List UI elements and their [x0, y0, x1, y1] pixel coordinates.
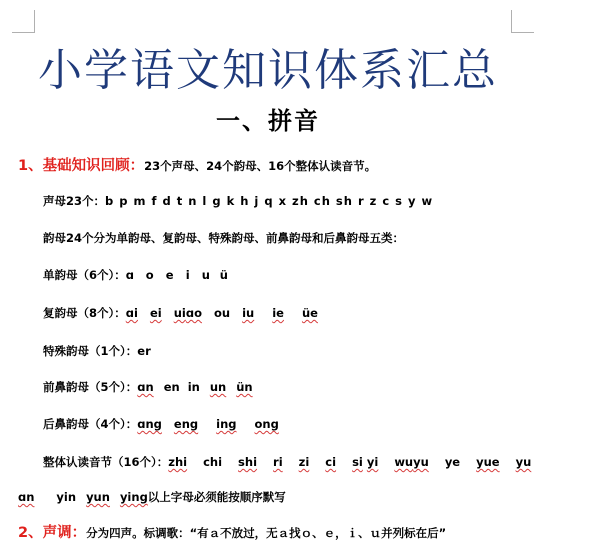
- fuyunmu-line: [43, 305, 318, 321]
- fuyunmu-item: ei: [149, 306, 162, 320]
- shengmu-label: 声母23个：: [43, 194, 106, 208]
- qianbi-line: [43, 379, 253, 395]
- item2-text: 分为四声。标调歌：“有ａ不放过，无ａ找ｏ、ｅ，ｉ、ｕ并列标在后”: [86, 526, 447, 540]
- yunmu-intro: 韵母24个分为单韵母、复韵母、特殊韵母、前鼻韵母和后鼻韵母五类：: [43, 231, 404, 245]
- zhengti-item: ɑn: [18, 490, 35, 504]
- houbi-label: 后鼻韵母（4个）：: [43, 417, 138, 431]
- shengmu-line: [43, 193, 433, 209]
- crop-mark-top-left: [12, 10, 35, 33]
- qianbi-item: in: [187, 380, 200, 394]
- teshu-line: [43, 343, 151, 359]
- zhengti-item: chi: [203, 455, 223, 469]
- qianbi-item: un: [209, 380, 227, 394]
- zhengti-item: ying: [119, 490, 148, 504]
- fuyunmu-item: ou: [213, 306, 231, 320]
- zhengti-item: yi: [366, 455, 379, 469]
- item1-heading: 基础知识回顾：: [42, 158, 145, 174]
- zhengti-item: shi: [238, 455, 258, 469]
- zhengti-item: yun: [86, 490, 110, 504]
- qianbi-label: 前鼻韵母（5个）：: [43, 380, 138, 394]
- fuyunmu-item: ɑi: [125, 306, 138, 320]
- fuyunmu-item: üe: [301, 306, 318, 320]
- item1-line: [18, 154, 376, 175]
- fuyunmu-label: 复韵母（8个）：: [43, 306, 126, 320]
- danyunmu-item: i: [185, 268, 190, 282]
- zhengti-item: yin: [56, 490, 77, 504]
- item2-heading: 声调: [42, 525, 72, 541]
- qianbi-item: ün: [236, 380, 253, 394]
- danyunmu-item: u: [201, 268, 210, 282]
- zhengti-item: zhi: [168, 455, 188, 469]
- zhengti-item: yu: [515, 455, 532, 469]
- danyunmu-item: ü: [219, 268, 228, 282]
- zhengti-item: wu: [394, 455, 414, 469]
- zhengti-item: ye: [444, 455, 461, 469]
- fuyunmu-item: iu: [242, 306, 255, 320]
- qianbi-item: en: [163, 380, 180, 394]
- houbi-item: ing: [216, 417, 237, 431]
- qianbi-item: ɑn: [137, 380, 154, 394]
- danyunmu-line: [43, 267, 228, 283]
- zhengti-item: yu: [413, 455, 429, 469]
- item1-text: 23个声母、24个韵母、16个整体认读音节。: [144, 159, 377, 173]
- zhengti-item: ci: [325, 455, 337, 469]
- item1-number: 1、: [18, 158, 43, 174]
- document-title: 小学语文知识体系汇总: [38, 45, 498, 96]
- houbi-item: ong: [254, 417, 279, 431]
- item2-line: [18, 521, 446, 542]
- fuyunmu-item: ie: [272, 306, 284, 320]
- section-heading: 一、拼音: [216, 107, 320, 135]
- teshu-label: 特殊韵母（1个）：: [43, 344, 138, 358]
- item2-colon: ：: [71, 525, 87, 541]
- zhengti-item: zi: [298, 455, 310, 469]
- danyunmu-label: 单韵母（6个）：: [43, 268, 126, 282]
- fuyunmu-item: ɑo: [185, 306, 202, 320]
- danyunmu-item: o: [145, 268, 154, 282]
- houbi-item: ɑng: [137, 417, 162, 431]
- zhengti-item: ri: [273, 455, 283, 469]
- zhengti-line2: [18, 489, 286, 505]
- crop-mark-top-right: [511, 10, 534, 33]
- danyunmu-item: e: [165, 268, 174, 282]
- zhengti-item: yue: [476, 455, 500, 469]
- zhengti-line: [43, 454, 531, 470]
- danyunmu-item: ɑ: [125, 268, 134, 282]
- shengmu-value: b p m f d t n l g k h j q x zh ch sh r z c s y w: [105, 194, 434, 208]
- zhengti-label: 整体认读音节（16个）：: [43, 455, 169, 469]
- houbi-line: [43, 416, 279, 432]
- fuyunmu-item: ui: [173, 306, 186, 320]
- houbi-item: eng: [173, 417, 199, 431]
- zhengti-item: si: [352, 455, 363, 469]
- zhengti-note: 以上字母必须能按顺序默写: [147, 490, 286, 504]
- item2-number: 2、: [18, 525, 43, 541]
- teshu-value: er: [137, 344, 151, 358]
